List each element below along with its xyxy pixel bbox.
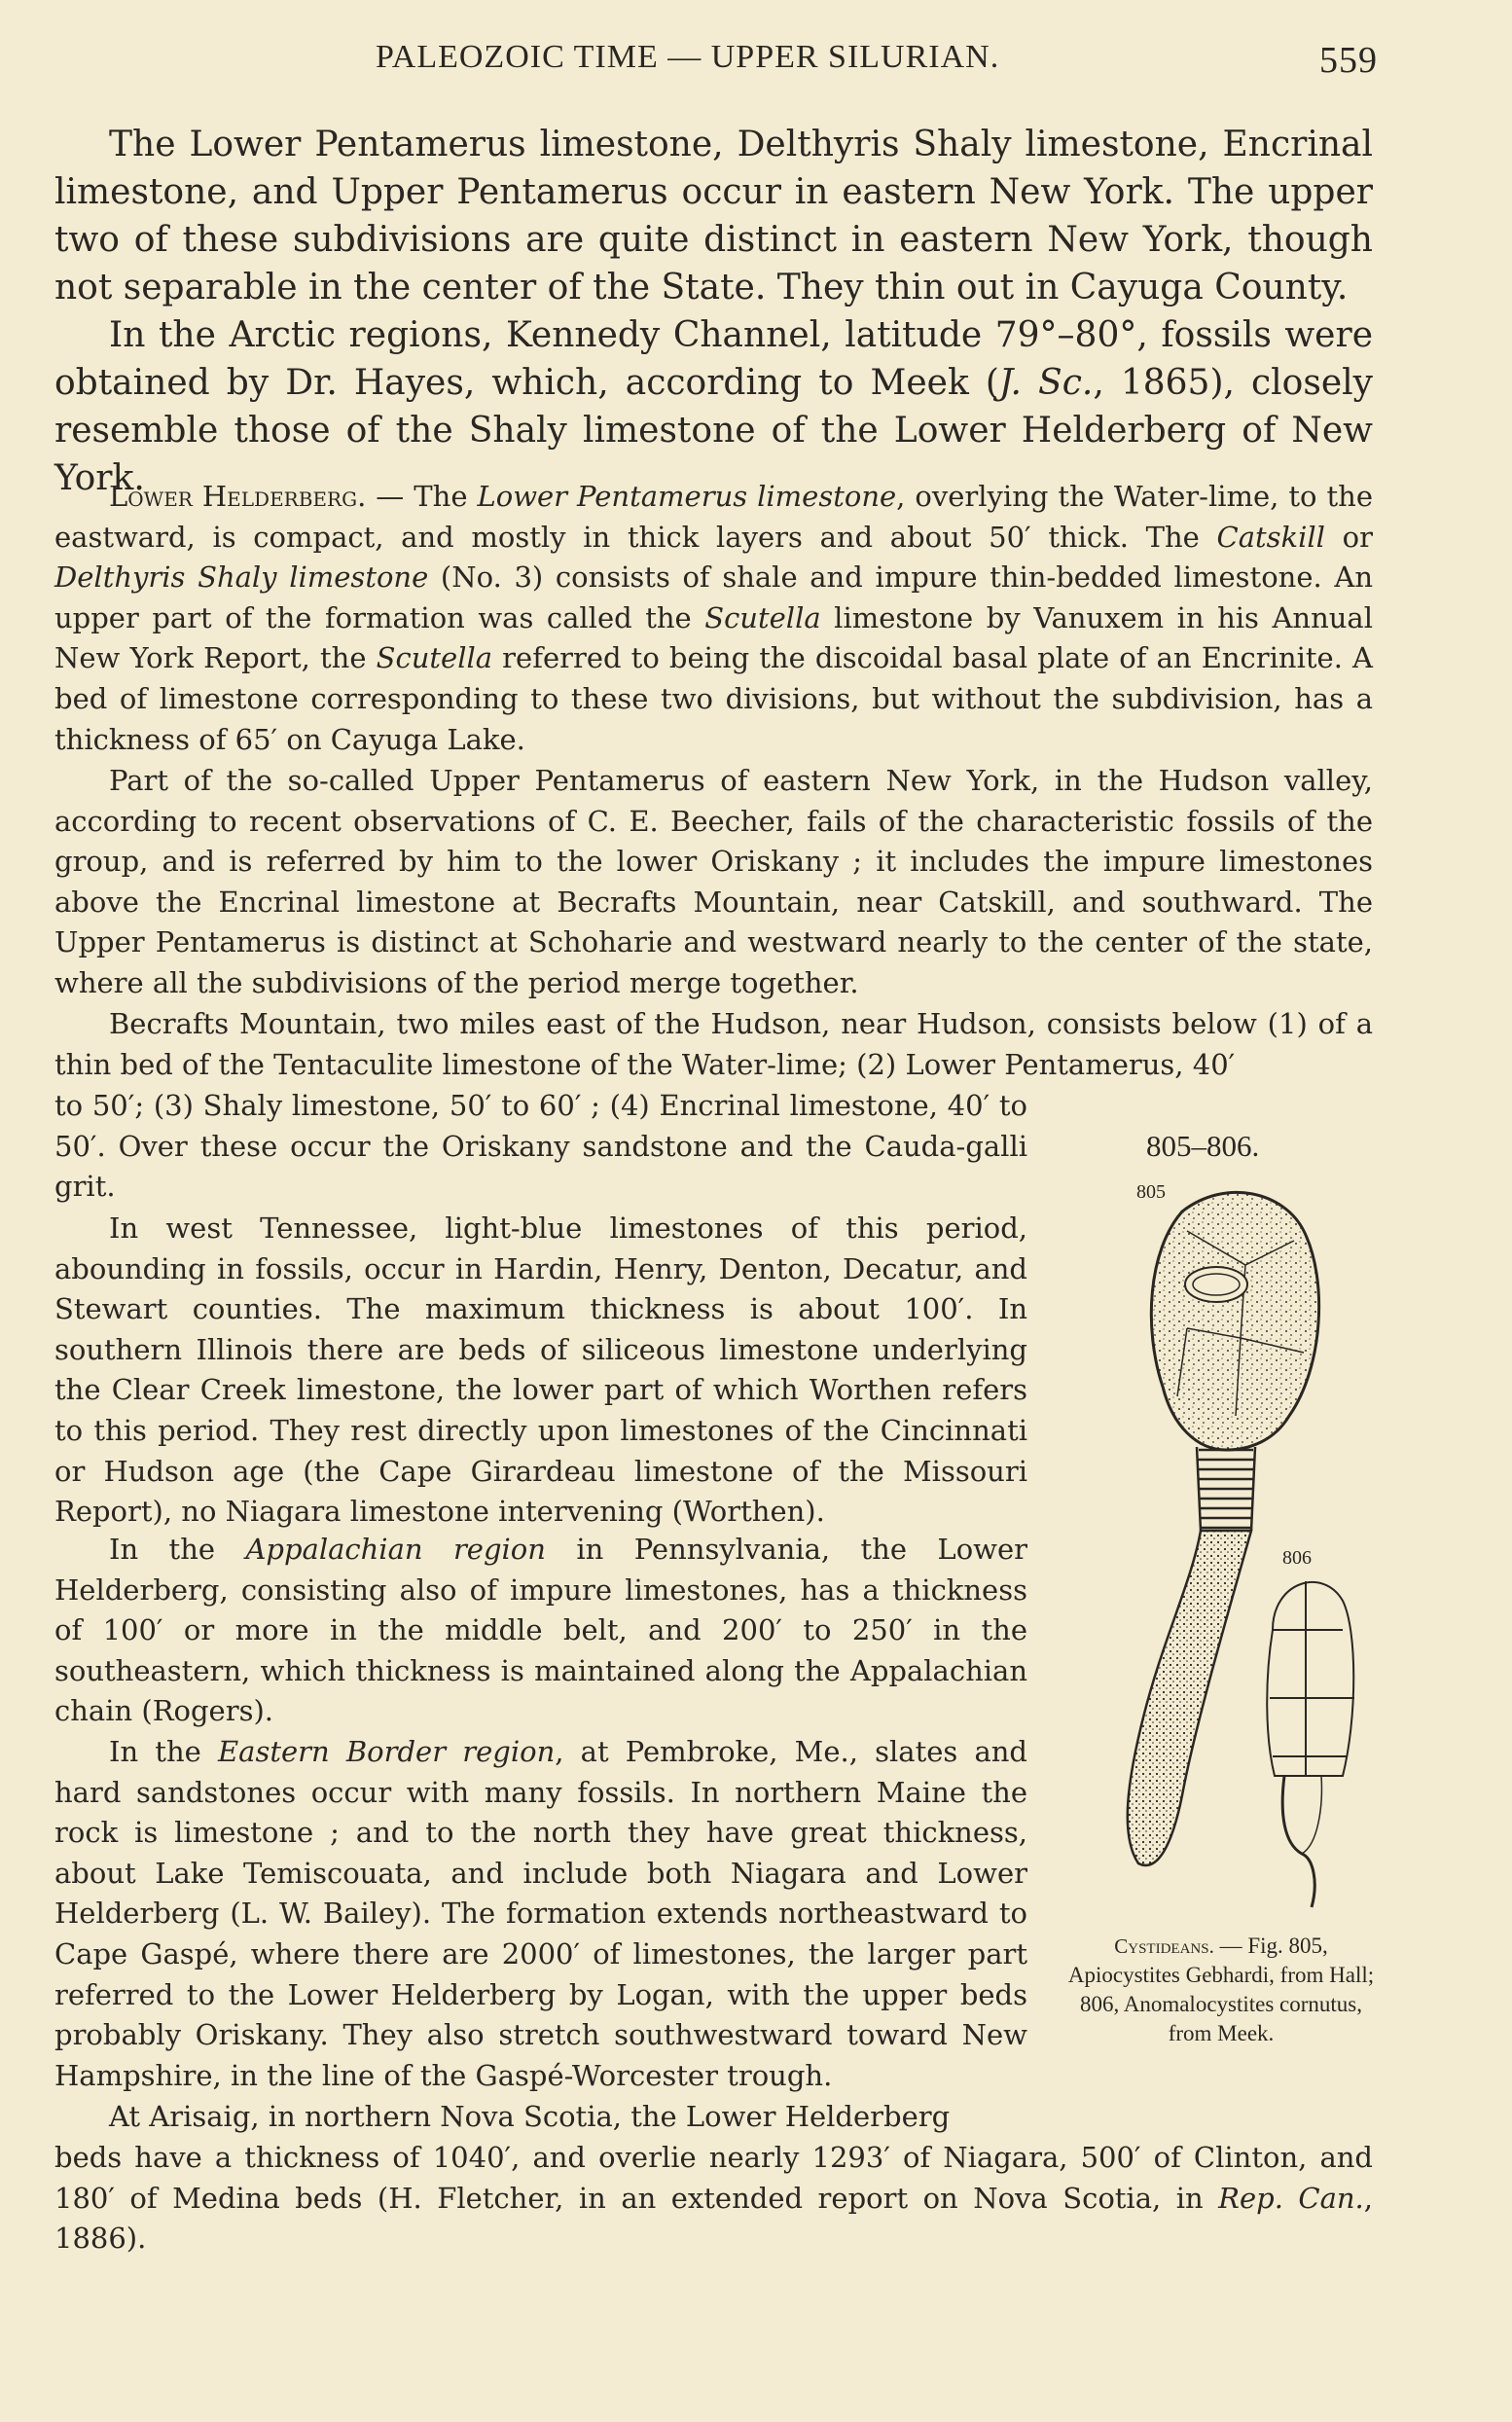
figure-label: 805–806.: [1146, 1129, 1260, 1163]
paragraph-arisaig-cont: beds have a thickness of 1040′, and overlie nearly 1293′ of Niagara, 500′ of Clinton, and 180′ of Medina beds (H. Fletcher, in an extended report on Nova Scotia, in Rep. Can., 1886).: [54, 2141, 1373, 2256]
paragraph-eastern-border: In the Eastern Border region, at Pembroke, Me., slates and hard sandstones occur with many fossils. In northern Maine the rock is limestone ; and to the north they have great thickness, about Lake Temiscouata, and include both Niagara and Lower Helderberg (L. W. Bailey). The formation extends northeastward to Cape Gaspé, where there are 2000′ of limestones, the larger part referred to the Lower Helderberg by Logan, with the upper beds probably Oriskany. They also stretch southwestward toward New Hampshire, in the line of the Gaspé-Worcester trough.: [54, 1735, 1027, 2092]
page-number: 559: [1319, 40, 1378, 81]
anomalocystites-illustration: [1267, 1581, 1354, 1907]
paragraph-lower-helderberg: Lower Helderberg. — The Lower Pentamerus limestone, overlying the Water-lime, to the eastward, is compact, and mostly in thick layers and about 50′ thick. The Catskill or Delthyris Shaly limestone (No. 3) consists of shale and impure thin-bedded limestone. An upper part of the formation was called the Scutella limestone by Vanuxem in his Annual New York Report, the Scutella referred to being the discoidal basal plate of an Encrinite. A bed of limestone corresponding to these two divisions, but without the subdivision, has a thickness of 65′ on Cayuga Lake.: [54, 480, 1374, 756]
figure-caption: Cystideans. — Fig. 805, Apiocystites Gebhardi, from Hall; 806, Anomalocystites cornutus, from Meek.: [1067, 1934, 1375, 2045]
caption-heading: Cystideans.: [1114, 1934, 1214, 1958]
paragraph-becrafts-mountain: Becrafts Mountain, two miles east of the Hudson, near Hudson, consists below (1) of a thin bed of the Tentaculite limestone of the Water-lime; (2) Lower Pentamerus, 40′: [54, 1007, 1373, 1081]
paragraph-lower-pentamerus: The Lower Pentamerus limestone, Delthyris Shaly limestone, Encrinal limestone, and Upper Pentamerus occur in eastern New York. The upper two of these subdivisions are quite distinct in eastern New York, though not separable in the center of the State. They thin out in Cayuga County.: [54, 125, 1373, 307]
apiocystites-illustration: [1128, 1192, 1319, 1865]
paragraph-appalachian-region: In the Appalachian region in Pennsylvania, the Lower Helderberg, consisting also of impure limestones, has a thickness of 100′ or more in the middle belt, and 200′ to 250′ in the southeastern, which thickness is maintained along the Appalachian chain (Rogers).: [54, 1533, 1027, 1728]
paragraph-west-tennessee: In west Tennessee, light-blue limestones of this period, abounding in fossils, occur in Hardin, Henry, Denton, Decatur, and Stewart counties. The maximum thickness is about 100′. In southern Illinois there are beds of siliceous limestone underlying the Clear Creek limestone, the lower part of which Worthen refers to this period. They rest directly upon limestones of the Cincinnati or Hudson age (the Cape Girardeau limestone of the Missouri Report), no Niagara limestone intervening (Worthen).: [54, 1211, 1027, 1529]
cystidean-figure: [1080, 1173, 1372, 1912]
section-heading: Lower Helderberg.: [109, 480, 367, 513]
paragraph-arctic-regions: In the Arctic regions, Kennedy Channel, latitude 79°–80°, fossils were obtained by Dr. Hayes, which, according to Meek (J. Sc., 1865), closely resemble those of the Shaly limestone of the Lower Helderberg of New York.: [54, 315, 1373, 498]
running-head-title: PALEOZOIC TIME — UPPER SILURIAN.: [376, 39, 1000, 75]
paragraph-becrafts-mountain-cont: to 50′; (3) Shaly limestone, 50′ to 60′ ; (4) Encrinal limestone, 40′ to 50′. Over these occur the Oriskany sandstone and the Cauda-galli grit.: [54, 1089, 1027, 1204]
paragraph-upper-pentamerus: Part of the so-called Upper Pentamerus of eastern New York, in the Hudson valley, according to recent observations of C. E. Beecher, fails of the characteristic fossils of the group, and is referred by him to the lower Oriskany ; it includes the impure limestones above the Encrinal limestone at Becrafts Mountain, near Catskill, and southward. The Upper Pentamerus is distinct at Schoharie and westward nearly to the center of the state, where all the subdivisions of the period merge together.: [54, 764, 1373, 999]
figure-number-805: 805: [1136, 1181, 1166, 1203]
paragraph-arisaig: At Arisaig, in northern Nova Scotia, the Lower Helderberg: [109, 2100, 951, 2133]
figure-number-806: 806: [1282, 1547, 1312, 1569]
